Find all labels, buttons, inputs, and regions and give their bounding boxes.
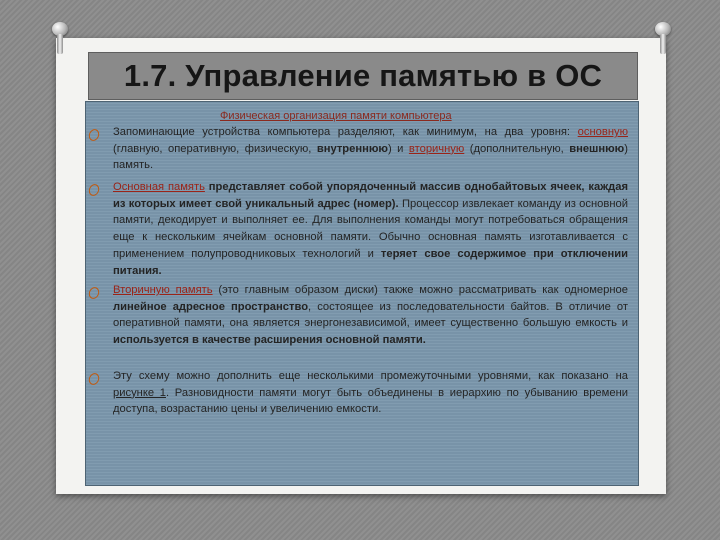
text-span: Эту схему можно дополнить еще несколькими промежуточными уровнями, как показано на [113, 370, 628, 382]
term-linear-address-space: линейное адресное пространство [113, 300, 309, 313]
bullet-paragraph-1 [113, 124, 628, 174]
term-secondary-memory: Вторичную память [113, 284, 213, 296]
bullet-paragraph-4 [113, 368, 628, 418]
text-span: (это главным образом диски) также можно рассматривать как одномерное [212, 284, 628, 296]
text-span: Процессор извлекает команду из основной памяти, декодирует и выполняет ее. Для выполнения команды могут потребоваться обращения еще к нескольким ячейкам основной памяти. Обычно основная память изготавливается с применением полупроводниковых технологий и [113, 197, 628, 260]
pushpin-icon [650, 22, 676, 56]
text-span: (дополнительную, [464, 142, 570, 155]
text-span-bold: используется в качестве расширения основной памяти. [113, 334, 426, 347]
text-span: ) память. [113, 142, 628, 172]
term-main-memory: основную [577, 126, 628, 138]
figure-1-link[interactable]: рисунке 1 [113, 386, 166, 399]
text-span: , состоящее из последовательности байтов. В отличие от оперативной памяти, она является энергонезависимой, имеет существенно большую емкость и [113, 300, 628, 330]
text-span-bold: представляет собой упорядоченный массив однобайтовых ячеек, каждая из которых имеет свой уникальный адрес (номер). [113, 181, 628, 210]
term-internal: внутреннюю [316, 142, 388, 155]
text-span: (главную, оперативную, физическую, [113, 142, 317, 155]
bullet-paragraph-3 [113, 282, 628, 349]
text-span-bold: теряет свое содержимое при отключении питания. [113, 247, 628, 277]
term-main-memory: Основная память [113, 181, 205, 193]
term-external: внешнюю [569, 142, 625, 155]
text-span: ) и [387, 142, 409, 155]
bullet-paragraph-2 [113, 179, 628, 279]
pushpin-icon [47, 22, 73, 56]
text-span: . Разновидности памяти могут быть объединены в иерархию по убыванию времени доступа, возрастанию цены и увеличению емкости. [113, 386, 628, 416]
section-subtitle: Физическая организация памяти компьютера [220, 110, 452, 122]
term-secondary-memory: вторичную [408, 142, 465, 155]
slide-title: 1.7. Управление памятью в ОС [123, 58, 603, 93]
slide-title-bar [88, 52, 638, 100]
text-span: Запоминающие устройства компьютера разделяют, как минимум, на два уровня: [113, 126, 571, 138]
